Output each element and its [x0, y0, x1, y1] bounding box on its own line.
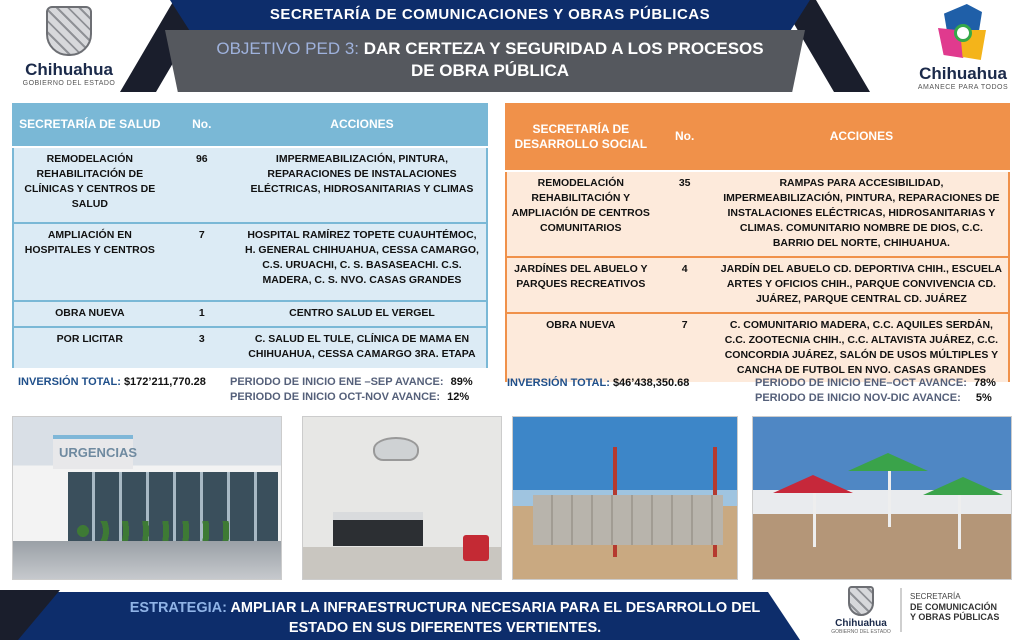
salud-no: 7 [166, 223, 238, 301]
social-no: 4 [655, 257, 715, 313]
table-row [13, 147, 487, 223]
social-header-no: No. [655, 103, 715, 171]
salud-periodo1-label: PERIODO DE INICIO ENE –SEP AVANCE: [230, 376, 444, 388]
planters [73, 521, 233, 541]
table-row [13, 327, 487, 369]
salud-periodo2-value: 12% [447, 391, 470, 403]
logo-gobierno [14, 6, 124, 96]
logo-amanece [908, 4, 1018, 96]
sidewalk [13, 541, 281, 580]
social-table [505, 103, 1010, 384]
salud-periodo2-label: PERIODO DE INICIO OCT-NOV AVANCE: [230, 391, 441, 403]
waste-bin [463, 535, 489, 561]
objective-line2: DE OBRA PÚBLICA [410, 61, 570, 80]
salud-header-acciones: ACCIONES [238, 103, 487, 147]
footer-secretaria [910, 592, 1020, 622]
salud-header-concept: SECRETARÍA DE SALUD [13, 103, 166, 147]
salud-inversion [18, 376, 206, 388]
salud-acciones: HOSPITAL RAMÍREZ TOPETE CUAUHTÉMOC, H. GENERAL CHIHUAHUA, CESSA CAMARGO, C.S. URUACHI, C. S. BASASEACHI. C.S. MADERA, C. S. NVO. CASAS GRANDES [238, 223, 487, 301]
social-concept: OBRA NUEVA [506, 313, 655, 383]
salud-periodo1 [230, 376, 473, 388]
social-acciones: C. COMUNITARIO MADERA, C.C. AQUILES SERDÁN, C.C. ZOOTECNIA CHIH., C.C. ALTAVISTA JUÁREZ, C.C. CONCORDIA JUÁREZ, SALÓN DE USOS MÚLTIPLES Y CANCHA DE FUTBOL EN NVO. CASAS GRANDES [715, 313, 1009, 383]
strategy-line1: AMPLIAR LA INFRAESTRUCTURA NECESARIA PARA EL DESARROLLO DEL [230, 600, 761, 616]
shade-umbrella [923, 477, 1003, 495]
footer-divider [900, 588, 902, 632]
social-periodo1-value: 78% [973, 377, 996, 389]
table-row [506, 171, 1009, 257]
table-row [506, 257, 1009, 313]
salud-no: 96 [166, 147, 238, 223]
social-inversion [507, 377, 689, 389]
footer-logo-name: Chihuahua [835, 618, 887, 629]
photo-exam-room [302, 416, 502, 580]
salud-header-no: No. [166, 103, 238, 147]
social-concept: REMODELACIÓN REHABILITACIÓN Y AMPLIACIÓN DE CENTROS COMUNITARIOS [506, 171, 655, 257]
social-no: 7 [655, 313, 715, 383]
exam-bed [333, 512, 423, 546]
footer-logo-sub: GOBIERNO DEL ESTADO [831, 629, 891, 635]
coat-of-arms-icon [848, 586, 874, 616]
logo-right-name: Chihuahua [919, 64, 1007, 83]
social-periodo2-value: 5% [975, 392, 992, 404]
state-map-icon [938, 4, 988, 62]
footer-logo [826, 586, 896, 636]
salud-table [12, 103, 488, 370]
salud-no: 1 [166, 301, 238, 327]
social-acciones: RAMPAS PARA ACCESIBILIDAD, IMPERMEABILIZACIÓN, PINTURA, REPARACIONES DE INSTALACIONES ELÉCTRICAS, HIDROSANITARIAS Y CLIMAS. COMUNITARIO NOMBRE DE DIOS, C.C. BARRIO DEL NORTE, CHIHUAHUA. [715, 171, 1009, 257]
social-header-acciones: ACCIONES [715, 103, 1009, 171]
salud-concept: REMODELACIÓN REHABILITACIÓN DE CLÍNICAS Y CENTROS DE SALUD [13, 147, 166, 223]
social-inversion-value: $46’438,350.68 [612, 377, 690, 389]
photo-construction-site [512, 416, 738, 580]
table-row [506, 313, 1009, 383]
page-title: SECRETARÍA DE COMUNICACIONES Y OBRAS PÚBLICAS [269, 6, 711, 23]
social-no: 35 [655, 171, 715, 257]
social-periodo1 [755, 377, 996, 389]
shade-umbrella [773, 475, 853, 493]
strategy-text [110, 598, 780, 638]
coat-of-arms-icon [46, 6, 92, 56]
logo-right-sub: AMANECE PARA TODOS [917, 84, 1009, 91]
objective-line1: DAR CERTEZA Y SEGURIDAD A LOS PROCESOS [363, 39, 764, 58]
logo-left-sub: GOBIERNO DEL ESTADO [22, 80, 116, 87]
shade-pole [888, 467, 891, 527]
shade-pole [813, 487, 816, 547]
salud-inversion-value: $172’211,770.28 [123, 376, 206, 388]
table-row [13, 301, 487, 327]
social-inversion-label: INVERSIÓN TOTAL: [507, 377, 610, 389]
strategy-line2: ESTADO EN SUS DIFERENTES VERTIENTES. [288, 620, 602, 636]
salud-periodo2 [230, 391, 469, 403]
surgical-lamp-icon [373, 437, 419, 461]
photo-park [752, 416, 1012, 580]
objective-label: OBJETIVO PED 3: [216, 39, 360, 58]
salud-concept: OBRA NUEVA [13, 301, 166, 327]
salud-acciones: CENTRO SALUD EL VERGEL [238, 301, 487, 327]
social-concept: JARDÍNES DEL ABUELO Y PARQUES RECREATIVOS [506, 257, 655, 313]
salud-periodo1-value: 89% [450, 376, 473, 388]
logo-left-name: Chihuahua [25, 60, 113, 79]
shade-umbrella [848, 453, 928, 471]
footer-sec-line1: SECRETARÍA [910, 592, 961, 601]
social-periodo2-label: PERIODO DE INICIO NOV-DIC AVANCE: [755, 392, 961, 404]
social-acciones: JARDÍN DEL ABUELO CD. DEPORTIVA CHIH., ESCUELA ARTES Y OFICIOS CHIH., PARQUE CONVIVENCIA CD. JUÁREZ, PARQUE CENTRAL CD. JUÁREZ [715, 257, 1009, 313]
objective-text [210, 38, 770, 82]
block-wall [533, 495, 723, 545]
footer-sec-line2: DE COMUNICACIÓN [910, 602, 997, 612]
salud-acciones: IMPERMEABILIZACIÓN, PINTURA, REPARACIONES DE INSTALACIONES ELÉCTRICAS, HIDROSANITARIAS Y CLIMAS [238, 147, 487, 223]
salud-concept: AMPLIACIÓN EN HOSPITALES Y CENTROS [13, 223, 166, 301]
social-header-concept: SECRETARÍA DE DESARROLLO SOCIAL [506, 103, 655, 171]
table-row [13, 223, 487, 301]
urgencias-sign: URGENCIAS [53, 435, 133, 469]
salud-acciones: C. SALUD EL TULE, CLÍNICA DE MAMA EN CHIHUAHUA, CESSA CAMARGO 3RA. ETAPA [238, 327, 487, 369]
photo-urgencias-clinic [12, 416, 282, 580]
salud-concept: POR LICITAR [13, 327, 166, 369]
shade-pole [958, 489, 961, 549]
salud-no: 3 [166, 327, 238, 369]
strategy-label: ESTRATEGIA: [129, 600, 227, 616]
salud-inversion-label: INVERSIÓN TOTAL: [18, 376, 121, 388]
social-periodo2 [755, 392, 992, 404]
social-periodo1-label: PERIODO DE INICIO ENE–OCT AVANCE: [755, 377, 967, 389]
footer-sec-line3: Y OBRAS PÚBLICAS [910, 612, 1000, 622]
